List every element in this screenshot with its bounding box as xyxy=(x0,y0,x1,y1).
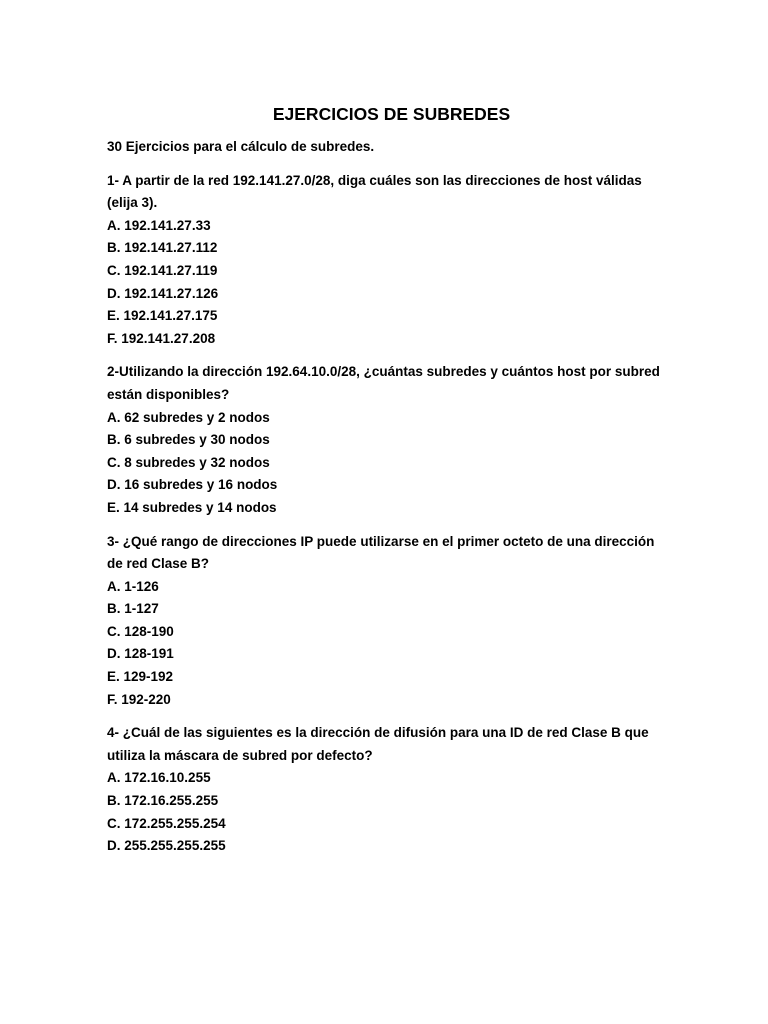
question-4 xyxy=(107,722,668,858)
option-item: F. 192-220 xyxy=(107,691,171,707)
option-list xyxy=(107,215,668,351)
option-item: A. 62 subredes y 2 nodos xyxy=(107,409,270,425)
question-text: 2-Utilizando la dirección 192.64.10.0/28, ¿cuántas subredes y cuántos host por subred están disponibles? xyxy=(107,364,660,402)
option-item: E. 129-192 xyxy=(107,669,174,685)
option-item: F. 192.141.27.208 xyxy=(107,330,216,346)
option-item: B. 172.16.255.255 xyxy=(107,793,219,809)
option-list xyxy=(107,767,668,857)
question-1 xyxy=(107,170,668,351)
option-item: C. 8 subredes y 32 nodos xyxy=(107,454,270,470)
question-text: 3- ¿Qué rango de direcciones IP puede utilizarse en el primer octeto de una dirección de red Clase B? xyxy=(107,533,655,572)
option-item: E. 192.141.27.175 xyxy=(107,308,218,324)
document-title: EJERCICIOS DE SUBREDES xyxy=(272,104,511,124)
question-text: 1- A partir de la red 192.141.27.0/28, diga cuáles son las direcciones de host válidas (elija 3). xyxy=(107,172,642,211)
option-item: C. 172.255.255.254 xyxy=(107,815,226,831)
option-item: B. 1-127 xyxy=(107,601,159,617)
option-item: D. 16 subredes y 16 nodos xyxy=(107,477,278,493)
option-item: B. 6 subredes y 30 nodos xyxy=(107,432,270,448)
question-2 xyxy=(107,361,668,519)
option-item: D. 255.255.255.255 xyxy=(107,838,226,854)
option-item: D. 128-191 xyxy=(107,646,174,662)
option-list xyxy=(107,407,668,520)
option-list xyxy=(107,576,668,712)
option-item: C. 128-190 xyxy=(107,623,174,639)
option-item: A. 1-126 xyxy=(107,578,159,594)
option-item: B. 192.141.27.112 xyxy=(107,240,218,256)
question-3 xyxy=(107,531,668,712)
option-item: C. 192.141.27.119 xyxy=(107,262,218,278)
option-item: E. 14 subredes y 14 nodos xyxy=(107,499,277,515)
document-intro: 30 Ejercicios para el cálculo de subredes. xyxy=(107,139,375,154)
question-text: 4- ¿Cuál de las siguientes es la dirección de difusión para una ID de red Clase B que utiliza la máscara de subred por defecto? xyxy=(107,725,649,763)
option-item: A. 172.16.10.255 xyxy=(107,770,211,786)
option-item: D. 192.141.27.126 xyxy=(107,285,219,301)
option-item: A. 192.141.27.33 xyxy=(107,217,211,233)
